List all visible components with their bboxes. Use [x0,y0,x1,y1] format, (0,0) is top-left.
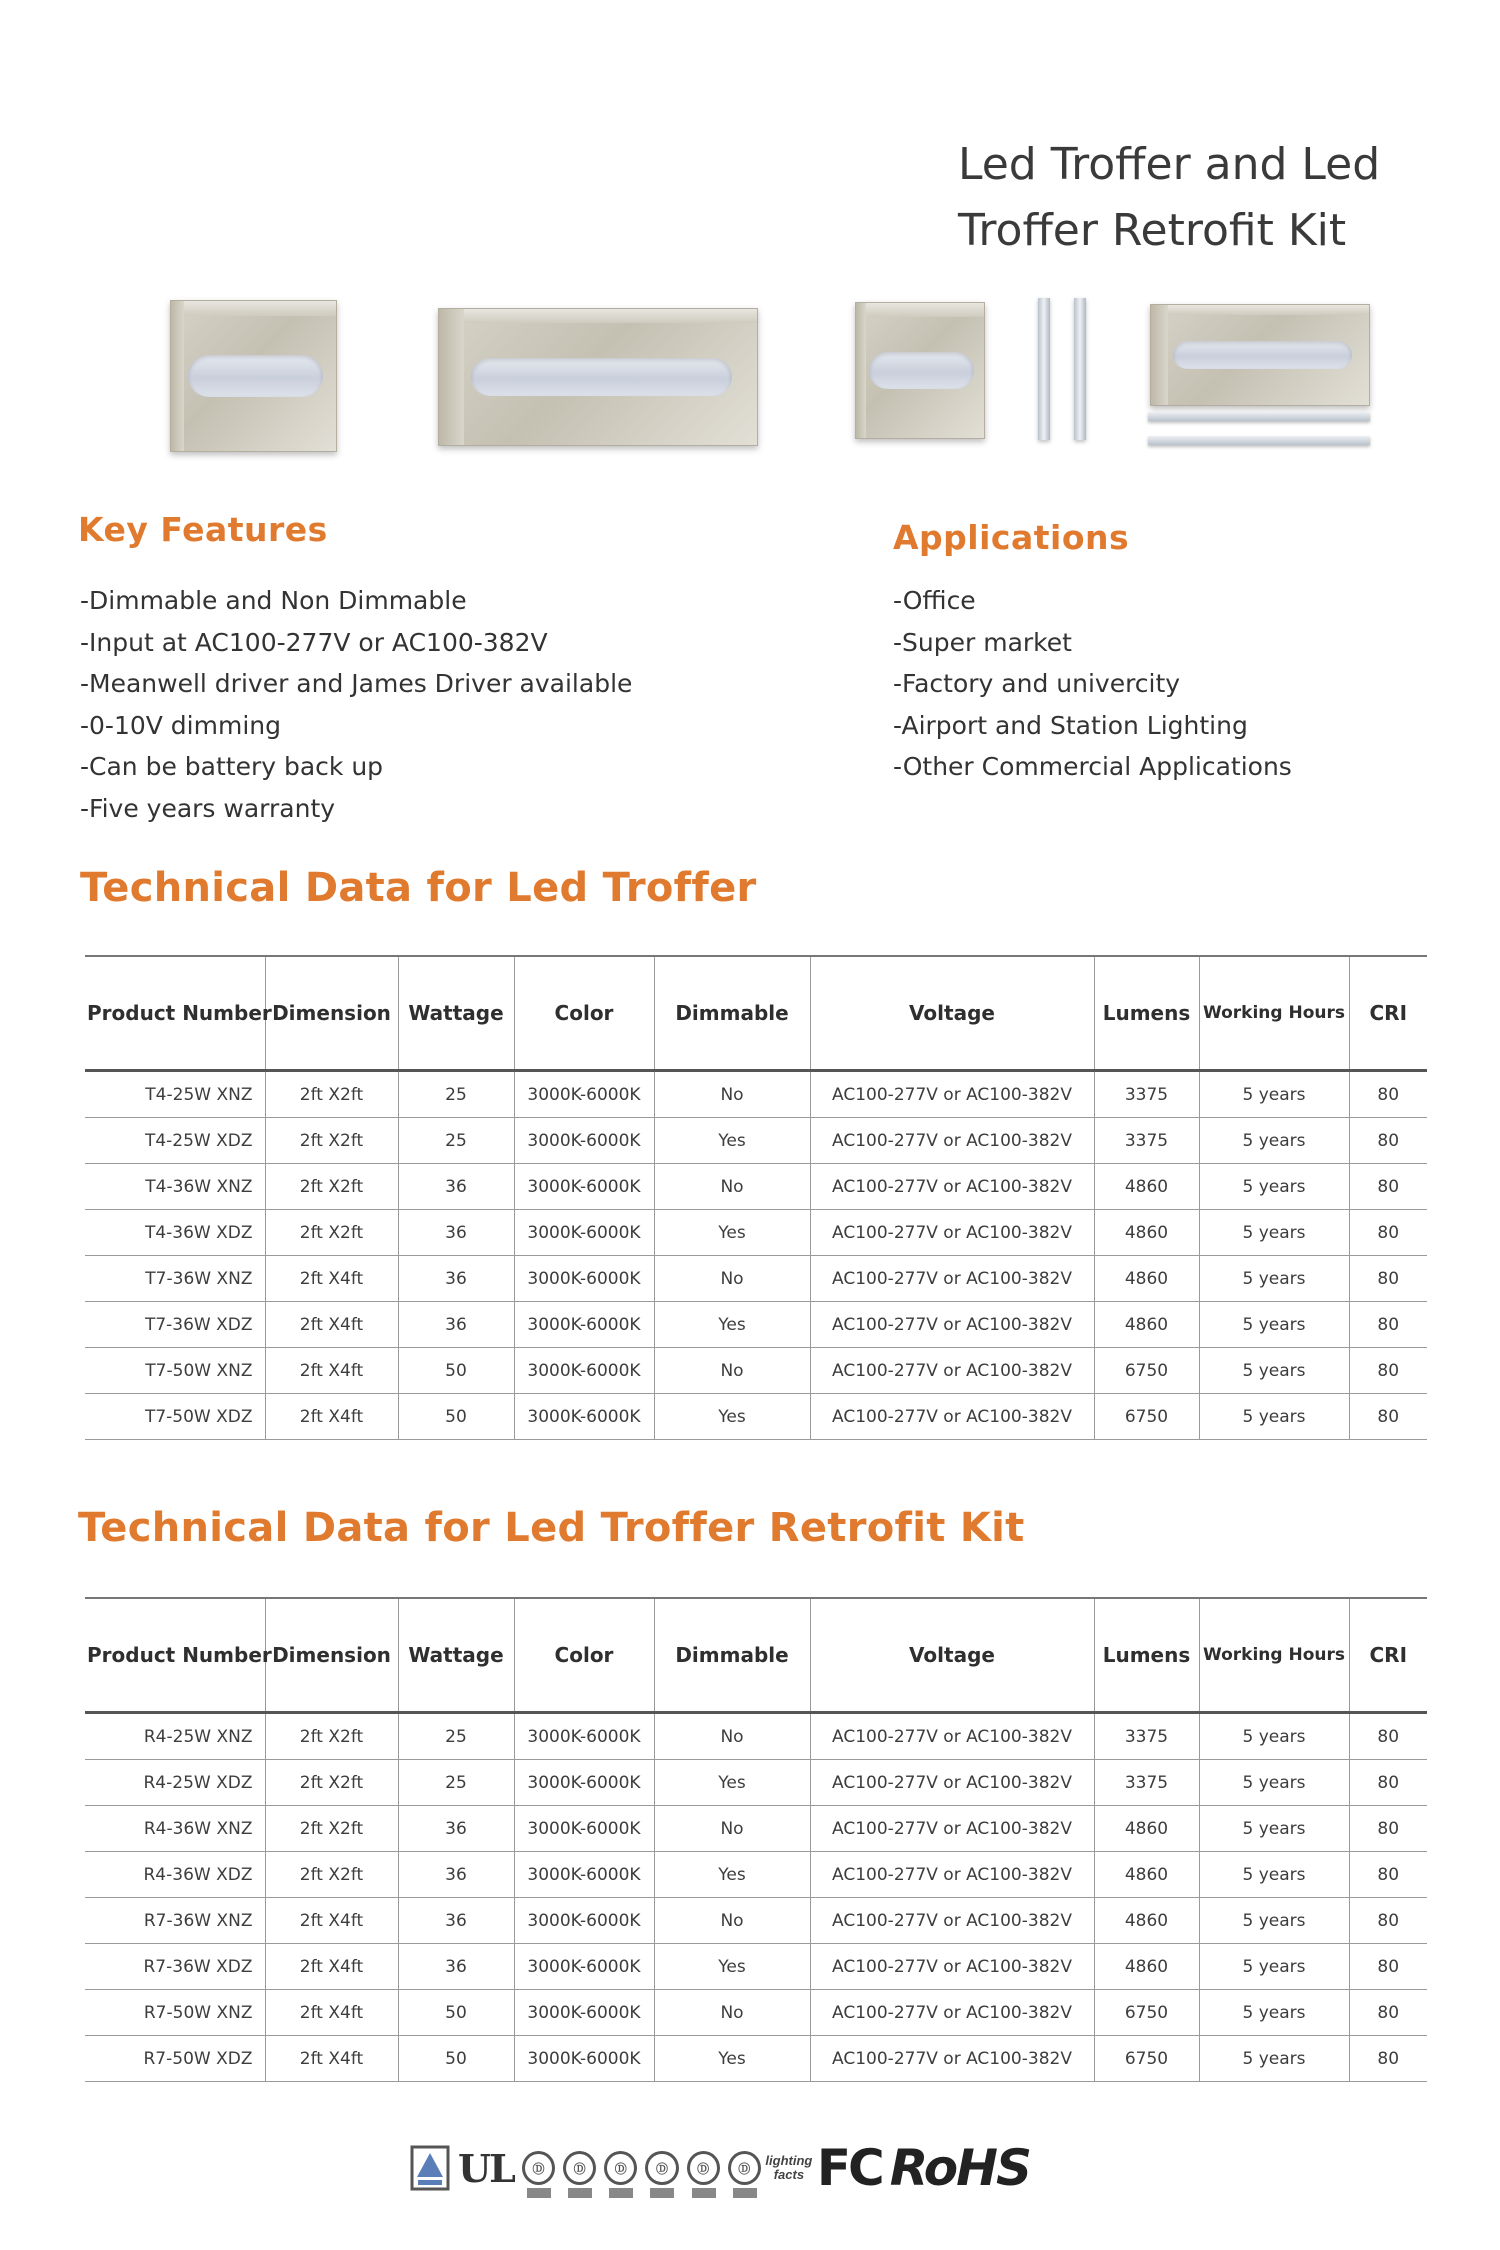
table-row [85,2036,1427,2082]
table-cell: 3000K-6000K [514,1348,654,1394]
certification-logos [410,2138,1030,2198]
table-cell: 36 [398,1852,514,1898]
table-cell: 80 [1349,1394,1427,1440]
table-row [85,1944,1427,1990]
col-header: Dimmable [654,956,810,1071]
table-cell: 3000K-6000K [514,1898,654,1944]
table-cell: 5 years [1199,1713,1349,1760]
table-cell: 2ft X4ft [265,1944,398,1990]
table-cell: 36 [398,1944,514,1990]
table-cell: 80 [1349,1302,1427,1348]
table-cell: 25 [398,1071,514,1118]
table-cell: 2ft X2ft [265,1118,398,1164]
table-cell: AC100-277V or AC100-382V [810,1944,1094,1990]
table-cell: 80 [1349,1071,1427,1118]
table-cell: T7-36W XNZ [85,1256,265,1302]
table-cell: 2ft X4ft [265,1990,398,2036]
table-cell: 5 years [1199,1071,1349,1118]
table-cell: 50 [398,1394,514,1440]
table-cell: 36 [398,1164,514,1210]
table-header-row [85,1598,1427,1713]
col-header: Lumens [1094,956,1199,1071]
table-cell: AC100-277V or AC100-382V [810,1118,1094,1164]
table-cell: 80 [1349,1210,1427,1256]
troffer-2x2-photo [170,300,337,452]
col-header: Voltage [810,1598,1094,1713]
table-cell: R4-36W XDZ [85,1852,265,1898]
table-row [85,1164,1427,1210]
table-cell: 5 years [1199,2036,1349,2082]
table-cell: 50 [398,1990,514,2036]
table-cell: 3375 [1094,1071,1199,1118]
table-cell: 80 [1349,1164,1427,1210]
col-header: Dimension [265,1598,398,1713]
table-cell: 5 years [1199,1990,1349,2036]
ul-logo: UL [458,2145,514,2191]
table-row [85,1898,1427,1944]
table-cell: 25 [398,1118,514,1164]
table-row [85,1852,1427,1898]
table-cell: 2ft X4ft [265,2036,398,2082]
troffer-table-heading: Technical Data for Led Troffer [80,865,757,911]
cert-icon-2: Ⓓ [563,2151,596,2185]
table-cell: 4860 [1094,1898,1199,1944]
table-cell: 80 [1349,1760,1427,1806]
table-cell: 4860 [1094,1256,1199,1302]
table-cell: AC100-277V or AC100-382V [810,1071,1094,1118]
table-cell: 6750 [1094,1394,1199,1440]
table-cell: T4-36W XNZ [85,1164,265,1210]
table-cell: AC100-277V or AC100-382V [810,1302,1094,1348]
col-header: Dimmable [654,1598,810,1713]
table-cell: R7-36W XNZ [85,1898,265,1944]
col-header: Wattage [398,1598,514,1713]
table-cell: 5 years [1199,1302,1349,1348]
cert-icon-3: Ⓓ [604,2151,637,2185]
table-cell: 4860 [1094,1164,1199,1210]
retrofit-table-body [85,1713,1427,2082]
table-cell: 4860 [1094,1302,1199,1348]
table-cell: 80 [1349,2036,1427,2082]
col-header: Dimension [265,956,398,1071]
table-row [85,1302,1427,1348]
feature-item: -Can be battery back up [80,752,384,781]
table-cell: R7-50W XDZ [85,2036,265,2082]
table-cell: 25 [398,1713,514,1760]
document-title [958,132,1398,264]
col-header: Color [514,956,654,1071]
feature-item: -Meanwell driver and James Driver available [80,669,633,698]
table-cell: 2ft X4ft [265,1302,398,1348]
table-cell: 5 years [1199,1118,1349,1164]
table-cell: No [654,1348,810,1394]
table-cell: Yes [654,1302,810,1348]
table-cell: 3000K-6000K [514,1852,654,1898]
key-features-list [80,580,632,829]
feature-item: -Dimmable and Non Dimmable [80,586,467,615]
table-cell: 3375 [1094,1713,1199,1760]
table-row [85,1394,1427,1440]
table-cell: 2ft X2ft [265,1071,398,1118]
cert-icon-4: Ⓓ [645,2151,678,2185]
table-cell: 80 [1349,1713,1427,1760]
table-cell: 80 [1349,1852,1427,1898]
lighting-facts-logo: lighting facts [765,2153,813,2182]
table-row [85,1071,1427,1118]
table-cell: 3000K-6000K [514,1806,654,1852]
table-row [85,1348,1427,1394]
table-cell: AC100-277V or AC100-382V [810,1394,1094,1440]
table-cell: 3000K-6000K [514,1164,654,1210]
table-cell: 2ft X2ft [265,1806,398,1852]
title-line-2: Troffer Retrofit Kit [958,205,1347,256]
table-cell: 80 [1349,1944,1427,1990]
table-cell: 80 [1349,1118,1427,1164]
table-cell: 4860 [1094,1852,1199,1898]
table-cell: 36 [398,1898,514,1944]
table-cell: 5 years [1199,1806,1349,1852]
table-cell: 2ft X2ft [265,1210,398,1256]
table-cell: 2ft X2ft [265,1164,398,1210]
table-row [85,1118,1427,1164]
cert-icon-6: Ⓓ [728,2151,761,2185]
col-header: Lumens [1094,1598,1199,1713]
table-cell: AC100-277V or AC100-382V [810,1210,1094,1256]
troffer-table-body [85,1071,1427,1440]
table-cell: 80 [1349,1348,1427,1394]
table-cell: AC100-277V or AC100-382V [810,1852,1094,1898]
table-cell: 4860 [1094,1944,1199,1990]
cert-icon-5: Ⓓ [687,2151,720,2185]
table-cell: R4-25W XDZ [85,1760,265,1806]
table-cell: 3000K-6000K [514,1071,654,1118]
table-cell: 50 [398,2036,514,2082]
table-cell: 3000K-6000K [514,1944,654,1990]
table-cell: 4860 [1094,1210,1199,1256]
table-cell: 2ft X2ft [265,1852,398,1898]
table-cell: AC100-277V or AC100-382V [810,1760,1094,1806]
table-cell: T4-36W XDZ [85,1210,265,1256]
troffer-2x4-photo [438,308,758,446]
retrofit-rail-2 [1148,436,1370,445]
table-cell: 6750 [1094,1348,1199,1394]
table-row [85,1210,1427,1256]
table-cell: 3000K-6000K [514,2036,654,2082]
col-header: CRI [1349,956,1427,1071]
table-cell: 2ft X4ft [265,1898,398,1944]
table-cell: 3000K-6000K [514,1760,654,1806]
table-cell: 3000K-6000K [514,1990,654,2036]
table-cell: AC100-277V or AC100-382V [810,1990,1094,2036]
table-cell: 5 years [1199,1348,1349,1394]
table-cell: 2ft X2ft [265,1713,398,1760]
table-cell: R4-36W XNZ [85,1806,265,1852]
table-cell: No [654,1164,810,1210]
col-header: Product Number [85,956,265,1071]
table-cell: 5 years [1199,1898,1349,1944]
table-cell: 3375 [1094,1118,1199,1164]
retrofit-table-heading: Technical Data for Led Troffer Retrofit Kit [78,1505,1025,1551]
col-header: Working Hours [1199,1598,1349,1713]
feature-item: -0-10V dimming [80,710,281,740]
table-cell: 5 years [1199,1256,1349,1302]
col-header: Wattage [398,956,514,1071]
table-cell: 36 [398,1806,514,1852]
table-cell: 5 years [1199,1852,1349,1898]
applications-heading: Applications [893,518,1130,557]
table-cell: Yes [654,2036,810,2082]
retrofit-rail-1 [1148,412,1370,421]
table-cell: No [654,1990,810,2036]
table-cell: 80 [1349,1256,1427,1302]
table-cell: 3000K-6000K [514,1713,654,1760]
table-cell: AC100-277V or AC100-382V [810,1164,1094,1210]
table-row [85,1990,1427,2036]
table-cell: 80 [1349,1806,1427,1852]
table-cell: T7-50W XDZ [85,1394,265,1440]
table-cell: 25 [398,1760,514,1806]
table-row [85,1760,1427,1806]
col-header: Working Hours [1199,956,1349,1071]
application-item: -Super market [893,627,1072,657]
application-item: -Office [893,586,976,615]
table-cell: No [654,1256,810,1302]
table-row [85,1713,1427,1760]
table-cell: No [654,1806,810,1852]
table-cell: 50 [398,1348,514,1394]
table-cell: AC100-277V or AC100-382V [810,1806,1094,1852]
table-cell: R4-25W XNZ [85,1713,265,1760]
table-cell: R7-36W XDZ [85,1944,265,1990]
dlc-cert-icon: Ⓓ [522,2151,555,2185]
retrofit-bracket-2 [1074,298,1086,440]
product-photos [0,290,1500,460]
table-cell: 5 years [1199,1210,1349,1256]
table-cell: T4-25W XDZ [85,1118,265,1164]
col-header: Product Number [85,1598,265,1713]
key-features-heading: Key Features [78,510,328,549]
table-cell: 36 [398,1210,514,1256]
table-cell: 4860 [1094,1806,1199,1852]
table-cell: 2ft X4ft [265,1256,398,1302]
table-cell: R7-50W XNZ [85,1990,265,2036]
table-cell: 6750 [1094,1990,1199,2036]
table-cell: AC100-277V or AC100-382V [810,1348,1094,1394]
col-header: Color [514,1598,654,1713]
table-cell: Yes [654,1852,810,1898]
rohs-logo: RoHS [889,2139,1030,2197]
table-cell: 3000K-6000K [514,1394,654,1440]
triangle-cert-icon [410,2145,450,2191]
troffer-spec-table [85,955,1427,1440]
table-cell: 3000K-6000K [514,1256,654,1302]
table-cell: AC100-277V or AC100-382V [810,1713,1094,1760]
feature-item: -Input at AC100-277V or AC100-382V [80,627,548,657]
table-cell: AC100-277V or AC100-382V [810,1898,1094,1944]
retrofit-2x4-photo [1150,304,1370,406]
table-cell: 2ft X2ft [265,1760,398,1806]
table-cell: 36 [398,1256,514,1302]
table-cell: 5 years [1199,1944,1349,1990]
table-cell: 3000K-6000K [514,1118,654,1164]
table-cell: Yes [654,1760,810,1806]
col-header: CRI [1349,1598,1427,1713]
table-cell: AC100-277V or AC100-382V [810,2036,1094,2082]
feature-item: -Five years warranty [80,793,336,823]
table-cell: 2ft X4ft [265,1394,398,1440]
table-row [85,1256,1427,1302]
title-line-1: Led Troffer and Led [958,139,1381,190]
application-item: -Factory and univercity [893,669,1181,698]
table-cell: AC100-277V or AC100-382V [810,1256,1094,1302]
application-item: -Other Commercial Applications [893,752,1292,781]
table-cell: Yes [654,1944,810,1990]
retrofit-spec-table [85,1597,1427,2082]
table-cell: 80 [1349,1990,1427,2036]
table-cell: T4-25W XNZ [85,1071,265,1118]
table-cell: T7-36W XDZ [85,1302,265,1348]
table-cell: 3000K-6000K [514,1302,654,1348]
applications-list [893,580,1292,788]
table-cell: 3375 [1094,1760,1199,1806]
retrofit-2x2-photo [855,302,985,439]
table-cell: 5 years [1199,1760,1349,1806]
table-cell: 3000K-6000K [514,1210,654,1256]
table-cell: 2ft X4ft [265,1348,398,1394]
table-cell: Yes [654,1394,810,1440]
table-header-row [85,956,1427,1071]
col-header: Voltage [810,956,1094,1071]
table-cell: 36 [398,1302,514,1348]
table-cell: 6750 [1094,2036,1199,2082]
application-item: -Airport and Station Lighting [893,710,1248,740]
table-cell: 80 [1349,1898,1427,1944]
table-cell: T7-50W XNZ [85,1348,265,1394]
table-cell: 5 years [1199,1164,1349,1210]
fc-logo: FC [816,2139,882,2197]
table-cell: No [654,1071,810,1118]
table-cell: 5 years [1199,1394,1349,1440]
table-cell: Yes [654,1118,810,1164]
retrofit-bracket-1 [1038,298,1050,440]
table-cell: No [654,1713,810,1760]
table-cell: Yes [654,1210,810,1256]
table-cell: No [654,1898,810,1944]
table-row [85,1806,1427,1852]
